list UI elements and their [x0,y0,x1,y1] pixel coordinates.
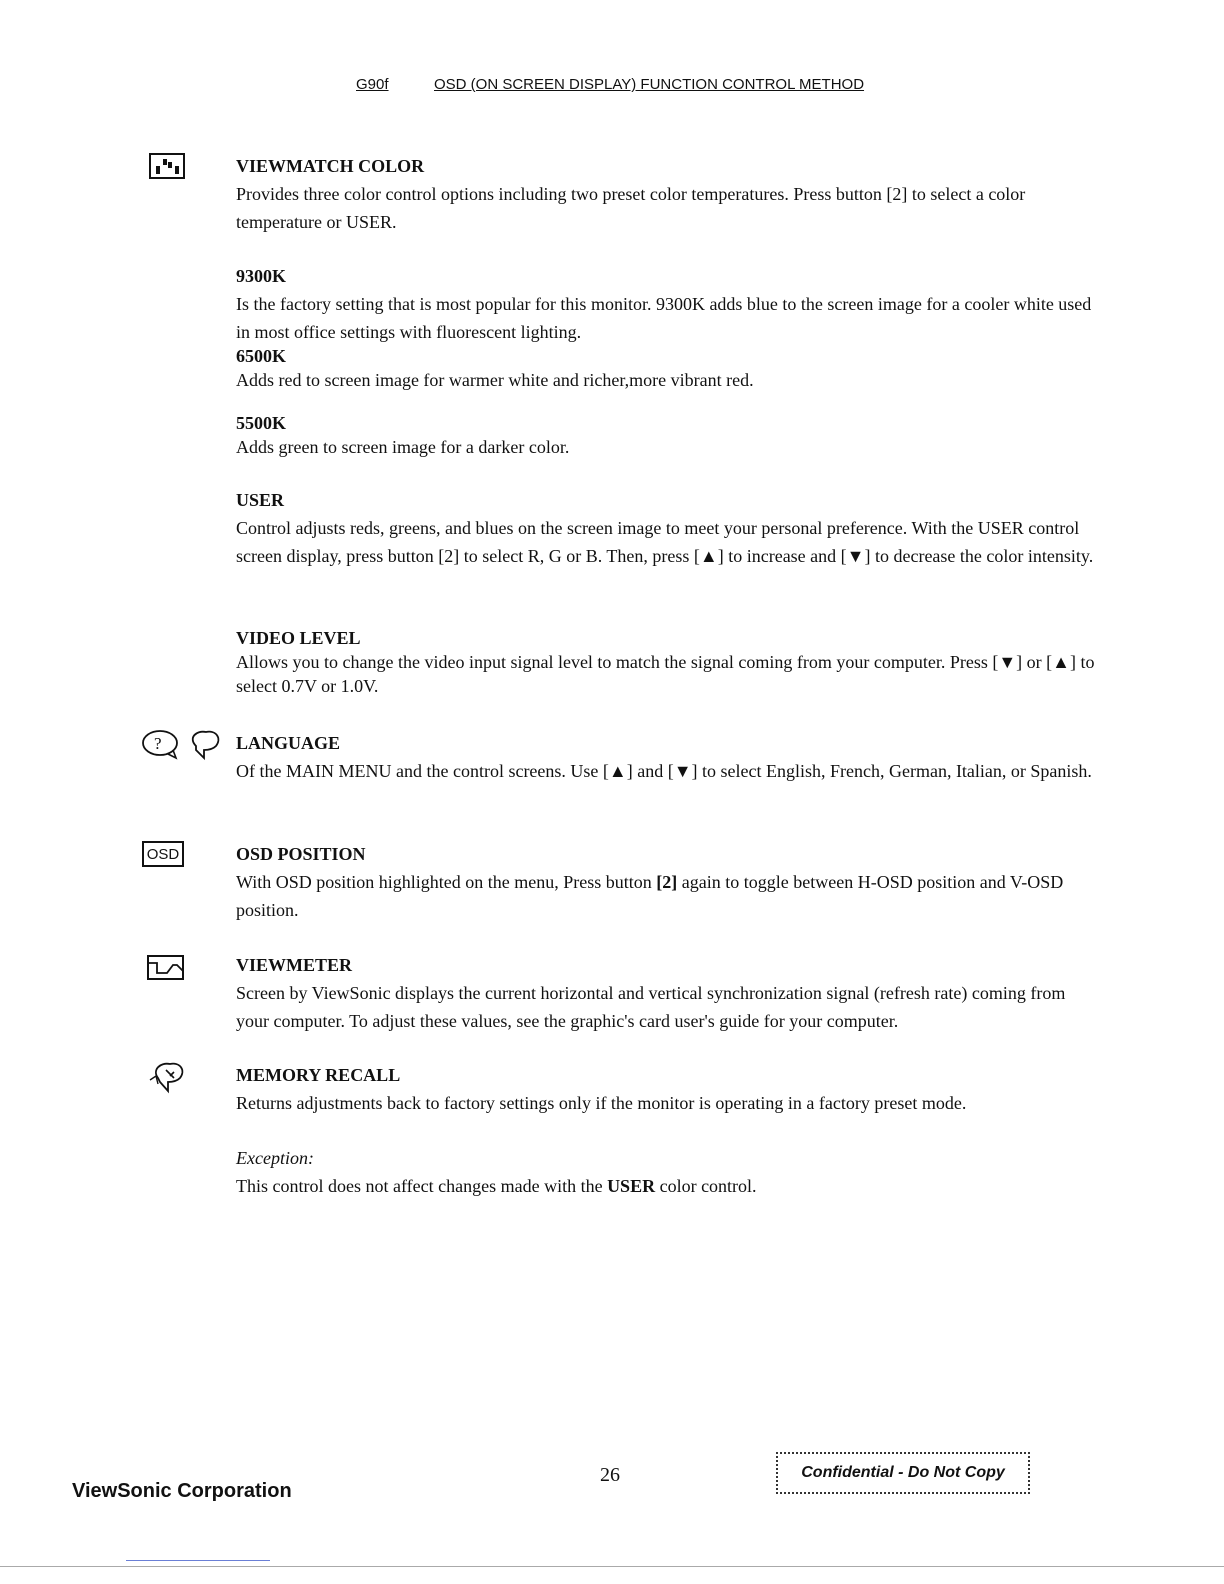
osd-text-pre: With OSD position highlighted on the menu, Press button [236,872,657,892]
osd-position-text [236,868,1096,924]
9300k-text: Is the factory setting that is most popular for this monitor. 9300K adds blue to the screen image for a cooler white used in most office settings with fluorescent lighting. [236,294,1092,342]
language-heading: LANGUAGE [236,733,341,753]
viewmatch-color-icon [149,153,185,179]
osd-position-heading: OSD POSITION [236,844,366,864]
6500k-heading: 6500K [236,346,287,366]
footer-rule [0,1566,1224,1567]
video-level-section [236,626,1096,698]
5500k-text: Adds green to screen image for a darker color. [236,437,570,457]
osd-icon: OSD [142,841,184,867]
language-icon [140,728,222,762]
memory-recall-section [236,1061,1096,1200]
memory-recall-icon [148,1060,188,1094]
exception-text-bold: USER [607,1176,656,1196]
language-section [236,729,1096,785]
5500k-section [236,411,1096,459]
viewmeter-icon [147,955,185,981]
osd-position-section [236,840,1096,924]
video-level-heading: VIDEO LEVEL [236,628,361,648]
exception-text [236,1172,1096,1200]
viewmeter-text: Screen by ViewSonic displays the current horizontal and vertical synchronization signal (refresh rate) coming from your computer. To adjust these values, see the graphic's card user's guide for your computer. [236,983,1066,1031]
video-level-text: Allows you to change the video input signal level to match the signal coming from your computer. Press [▼] or [▲] to select 0.7V or 1.0V. [236,652,1095,696]
osd-text-post: again to toggle between H-OSD position and V-OSD position. [236,872,1064,920]
viewmatch-text: Provides three color control options including two preset color temperatures. Press button [2] to select a color temperature or USER. [236,184,1026,232]
viewmatch-section [236,152,1096,236]
exception-label: Exception: [236,1148,314,1168]
company-name: ViewSonic Corporation [72,1480,292,1502]
9300k-heading: 9300K [236,266,287,286]
page-number: 26 [600,1464,620,1486]
model-label: G90f [356,76,389,93]
user-text: Control adjusts reds, greens, and blues on the screen image to meet your personal preference. With the USER control screen display, press button [2] to select R, G or B. Then, press [▲] to increase and [▼] to decrease the color intensity. [236,518,1094,566]
user-heading: USER [236,490,285,510]
osd-text-bold: [2] [656,872,678,892]
6500k-section [236,344,1096,392]
memory-recall-heading: MEMORY RECALL [236,1065,401,1085]
user-section [236,486,1096,570]
svg-text:?: ? [154,734,162,753]
viewmatch-heading: VIEWMATCH COLOR [236,156,425,176]
6500k-text: Adds red to screen image for warmer white and richer,more vibrant red. [236,370,754,390]
header-title: OSD (ON SCREEN DISPLAY) FUNCTION CONTROL METHOD [434,76,865,93]
9300k-section [236,262,1096,346]
exception-text-post: color control. [655,1176,757,1196]
exception-text-pre: This control does not affect changes made with the [236,1176,608,1196]
confidential-stamp: Confidential - Do Not Copy [776,1452,1030,1494]
footer-accent-line [126,1560,270,1561]
language-text: Of the MAIN MENU and the control screens. Use [▲] and [▼] to select English, French, German, Italian, or Spanish. [236,761,1092,781]
memory-recall-text: Returns adjustments back to factory settings only if the monitor is operating in a factory preset mode. [236,1093,967,1113]
viewmeter-heading: VIEWMETER [236,955,353,975]
viewmeter-section [236,951,1096,1035]
5500k-heading: 5500K [236,413,287,433]
